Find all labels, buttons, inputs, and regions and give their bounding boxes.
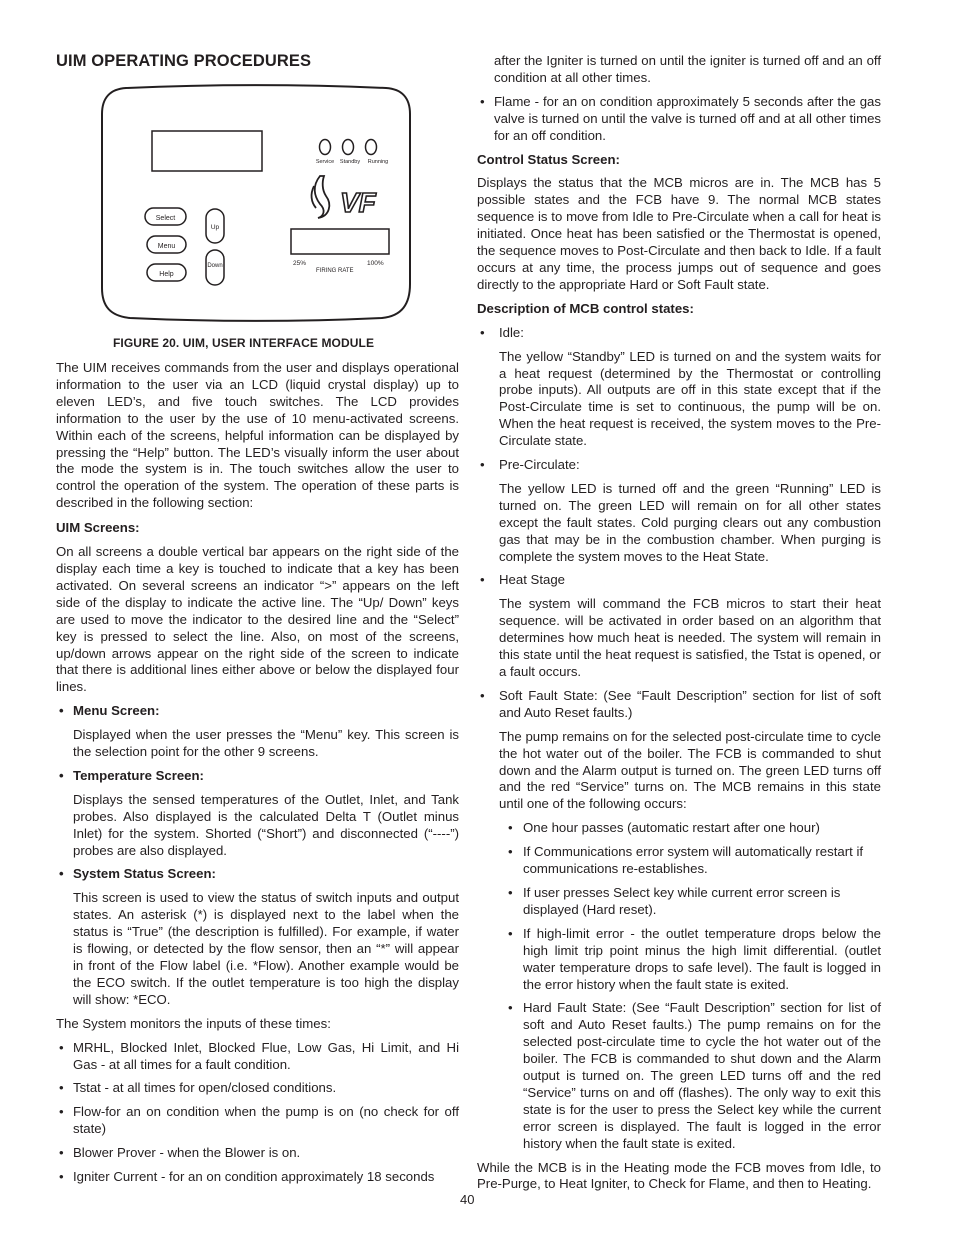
list-item: • Flow-for an on condition when the pump is on (no check for off state) [56, 1104, 459, 1138]
page-number: 40 [460, 1192, 475, 1207]
vf-logo: VF [340, 187, 376, 218]
soft-fault-title: • Soft Fault State: (See “Fault Description” section for list of soft and Auto Reset faults.) [477, 688, 881, 722]
help-button-label: Help [159, 271, 174, 278]
monitors-intro: The System monitors the inputs of these times: [56, 1015, 331, 1031]
control-status-paragraph: Displays the status that the MCB micros are in. The MCB has 5 possible states and the FCB have 9. The normal MCB states sequence is to move from Idle to Pre-Circulate when a call for heat is initiated. Once heat has been satisfied or the Thermostat is opened, the sequence moves to Post-Circulate and then back to Idle. If a fault occurs at any time, the process jumps out of sequence and goes directly to the appropriate Hard or Soft Fault state. [477, 175, 881, 292]
down-button-label: Down [207, 263, 223, 269]
list-item: • Tstat - at all times for open/closed conditions. [56, 1080, 459, 1097]
firing-rate-display [291, 229, 389, 254]
up-button[interactable] [206, 209, 224, 243]
mcb-states-heading: Description of MCB control states: [477, 300, 694, 316]
igniter-continuation: after the Igniter is turned on until the igniter is turned off and an off condition at all other times. [494, 53, 881, 85]
service-led [320, 140, 331, 155]
menu-button[interactable] [147, 236, 186, 253]
control-status-heading: Control Status Screen: [477, 151, 620, 167]
list-item: • If Communications error system will automatically restart if communications re-establishes. [477, 844, 881, 878]
standby-led-label: Standby [339, 159, 361, 165]
system-status-text: This screen is used to view the status of switch inputs and output states. An asterisk (*) is displayed next to the label when the status is “True” (the description is fulfilled). For example, if water is flowing, or detected by the flow sensor, then an “*” will appear in front of the Flow label (i.e. *Flow). Another example would be the ECO switch. If the outlet temperature is too high the display will show: *ECO. [73, 890, 459, 1007]
list-item: • Blower Prover - when the Blower is on. [56, 1145, 459, 1162]
select-button-label: Select [155, 215, 176, 222]
scale-high-label: 100% [367, 260, 384, 267]
pre-circulate-text: The yellow LED is turned off and the green “Running” LED is turned on. The green LED will remain on for all other states except the fault states. Cold purging clears out any combustion gas that may be in the combustion chamber. When purging is complete the system moves to the Heat State. [499, 480, 881, 564]
running-led [366, 140, 377, 155]
heat-stage-title: • Heat Stage [477, 572, 881, 589]
service-led-label: Service [315, 159, 335, 165]
idle-text: The yellow “Standby” LED is turned on and the system waits for a heat request (determined by the Thermostat or controlling probe inputs). All outputs are off in this state except that if the Post-Circulate time is set to continuous, the pump will be on. When the heat request is received, the system moves to the Pre-Circulate state. [499, 348, 881, 449]
soft-fault-text: The pump remains on for the selected post-circulate time to cycle the hot water out of the boiler. The FCB is commanded to shut down and the Alarm output is turned on. The green LED turns off and the red “Service” turns on. The MCB remains in this state until one of the following occurs: [499, 728, 881, 812]
list-item: • MRHL, Blocked Inlet, Blocked Flue, Low Gas, Hi Limit, and Hi Gas - at all times for a fault condition. [56, 1040, 459, 1074]
left-column [56, 360, 459, 1186]
flame-item: • Flame - for an on condition approximately 5 seconds after the gas valve is turned on until the valve is turned off and at all other times for an off condition. [477, 94, 881, 145]
standby-led [343, 140, 354, 155]
closing-paragraph: While the MCB is in the Heating mode the FCB moves from Idle, to Pre-Purge, to Heat Igniter, to Check for Flame, and then to Heating. [477, 1159, 881, 1192]
figure-caption: FIGURE 20. UIM, USER INTERFACE MODULE [113, 336, 375, 350]
list-item: • Igniter Current - for an on condition approximately 18 seconds [56, 1169, 459, 1186]
temperature-screen-text: Displays the sensed temperatures of the Outlet, Inlet, and Tank probes. Also displayed is the calculated Delta T (Outlet minus Inlet) for the system. Shorted (“Short”) and disconnected (“----”) probes are also displayed. [73, 791, 459, 858]
pre-circulate-title: • Pre-Circulate: [477, 457, 881, 474]
firing-rate-label: FIRING RATE [316, 268, 354, 274]
uim-figure [96, 84, 416, 324]
menu-button-label: Menu [157, 243, 176, 250]
scale-low-label: 25% [293, 260, 307, 267]
idle-title: • Idle: [477, 325, 881, 342]
list-item: • One hour passes (automatic restart after one hour) [477, 820, 881, 837]
uim-screens-heading: UIM Screens: [56, 520, 140, 536]
up-button-label: Up [210, 224, 220, 231]
list-item: • Hard Fault State: (See “Fault Description” section for list of soft and Auto Reset faults.) The pump remains on for the selected post-circulate time to cycle the hot water out of the boiler. The FCB is commanded to shut down and the Alarm output is turned on. The green LED turns off and the red “Service” turns on and off (flashes). The only way to exit this state is for the user to press the Select key while the current error screen is displayed. The fault is logged in the error history when the fault state is exited. [477, 1000, 881, 1152]
heat-stage-text: The system will command the FCB micros to start their heat sequence. will be activated in order based on an algorithm that determines how much heat is needed. The system will remain in this state until the heat request is satisfied, the Tstat is opened, or a fault occurs. [499, 596, 881, 679]
list-item: • If high-limit error - the outlet temperature drops below the high limit trip point minus the high limit differential. (outlet water temperature drops to safe level). The fault is logged in the error history when the fault state is exited. [477, 926, 881, 994]
menu-screen-title: • Menu Screen: [56, 703, 459, 720]
section-title: UIM OPERATING PROCEDURES [56, 52, 312, 70]
system-status-title: • System Status Screen: [56, 866, 459, 883]
help-button[interactable] [147, 264, 186, 281]
right-column [477, 53, 881, 1193]
flame-logo-icon [312, 176, 330, 218]
select-button[interactable] [145, 208, 186, 225]
intro-paragraph: The UIM receives commands from the user and displays operational information to the user via an LCD (liquid crystal display) up to eleven LED’s, and five touch switches. The LCD provides information to the user by the use of 10 menu-activated screens. Within each of the screens, helpful information can be displayed by pressing the “Help” button. The LED’s visually inform the user about the mode the system is in. The touch switches allow the user to control the operation of the system. The operation of these parts is described in the following section: [56, 360, 459, 511]
uim-screens-paragraph: On all screens a double vertical bar appears on the right side of the display each time a key is touched to indicate that a key has been activated. On several screens an indicator “>” appears on the left side of the display to indicate the active line. The “Up/ Down” keys are used to move the indicator to the desired line and the “Select” key is pressed to select the line. Also, on most of the screens, up/down arrows appear on the right side of the screen to indicate that there is additional lines either above or below the displayed four lines. [56, 544, 459, 695]
temperature-screen-title: • Temperature Screen: [56, 768, 459, 785]
down-button[interactable] [206, 250, 224, 285]
list-item: • If user presses Select key while current error screen is displayed (Hard reset). [477, 885, 881, 919]
menu-screen-text: Displayed when the user presses the “Menu” key. This screen is the selection point for the other 9 screens. [73, 727, 459, 760]
running-led-label: Running [367, 159, 389, 165]
lcd-display [152, 131, 262, 171]
